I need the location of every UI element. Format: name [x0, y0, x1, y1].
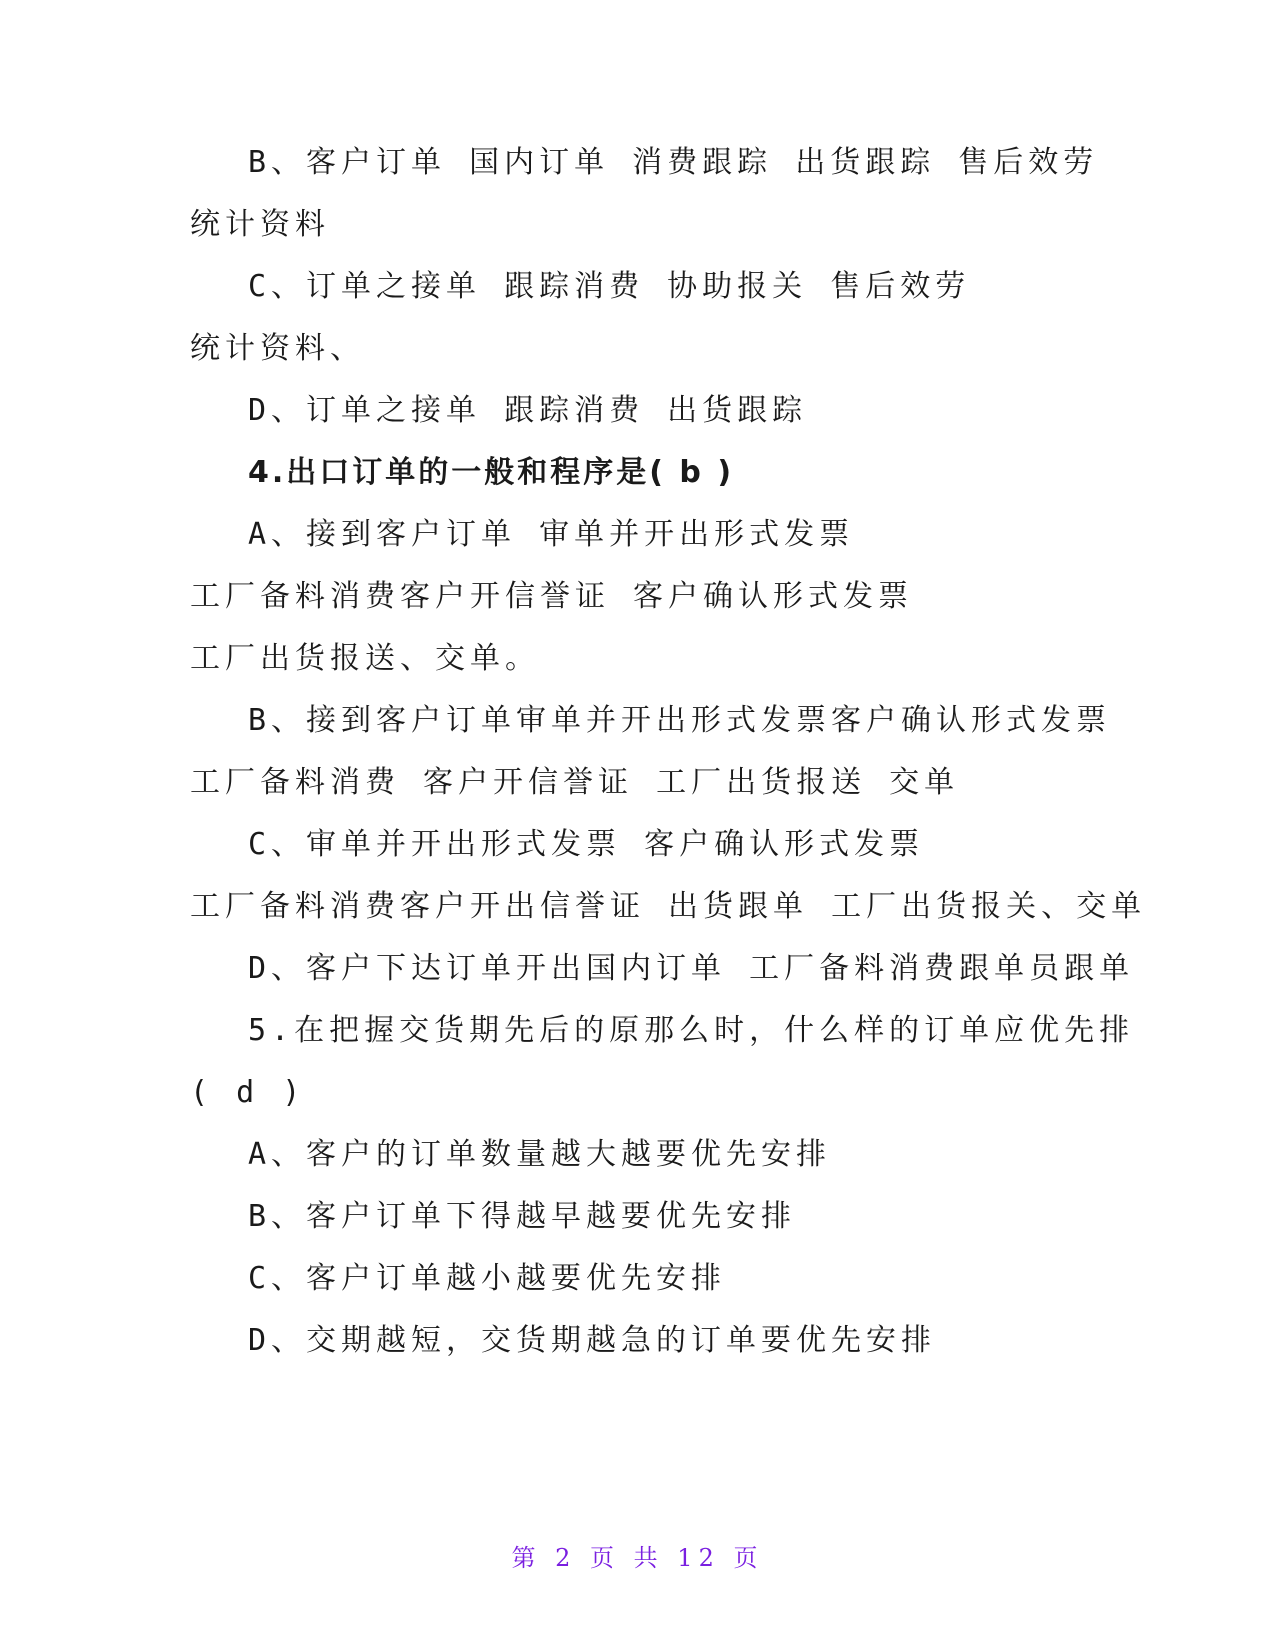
- option-5d: D、交期越短，交货期越急的订单要优先安排: [248, 1323, 937, 1358]
- question-5-answer: ( d ): [190, 1075, 306, 1110]
- option-4a-line2: 工厂备料消费客户开信誉证 客户确认形式发票: [190, 579, 914, 614]
- question-5-line1: 5.在把握交货期先后的原那么时，什么样的订单应优先排: [248, 1013, 1135, 1048]
- option-4b-line1: B、接到客户订单审单并开出形式发票客户确认形式发票: [248, 703, 1112, 738]
- option-4c-line1: C、审单并开出形式发票 客户确认形式发票: [248, 827, 925, 862]
- page-footer: 第 2 页 共 12 页: [511, 1544, 764, 1572]
- option-4a-line1: A、接到客户订单 审单并开出形式发票: [248, 517, 855, 552]
- question-4-heading: 4.出口订单的一般和程序是( b ): [248, 455, 735, 490]
- option-4b-line2: 工厂备料消费 客户开信誉证 工厂出货报送 交单: [190, 765, 960, 800]
- option-4c-line2: 工厂备料消费客户开出信誉证 出货跟单 工厂出货报关、交单: [190, 889, 1147, 924]
- option-5a: A、客户的订单数量越大越要优先安排: [248, 1137, 832, 1172]
- option-5b: B、客户订单下得越早越要优先安排: [248, 1199, 797, 1234]
- option-5c: C、客户订单越小越要优先安排: [248, 1261, 727, 1296]
- option-4a-line3: 工厂出货报送、交单。: [190, 641, 540, 676]
- option-3b-line1: B、客户订单 国内订单 消费跟踪 出货跟踪 售后效劳: [248, 145, 1099, 180]
- option-3b-line2: 统计资料: [190, 207, 330, 242]
- option-3c-line2: 统计资料、: [190, 331, 365, 366]
- option-3c-line1: C、订单之接单 跟踪消费 协助报关 售后效劳: [248, 269, 971, 304]
- option-3d: D、订单之接单 跟踪消费 出货跟踪: [248, 393, 808, 428]
- option-4d: D、客户下达订单开出国内订单 工厂备料消费跟单员跟单: [248, 951, 1135, 986]
